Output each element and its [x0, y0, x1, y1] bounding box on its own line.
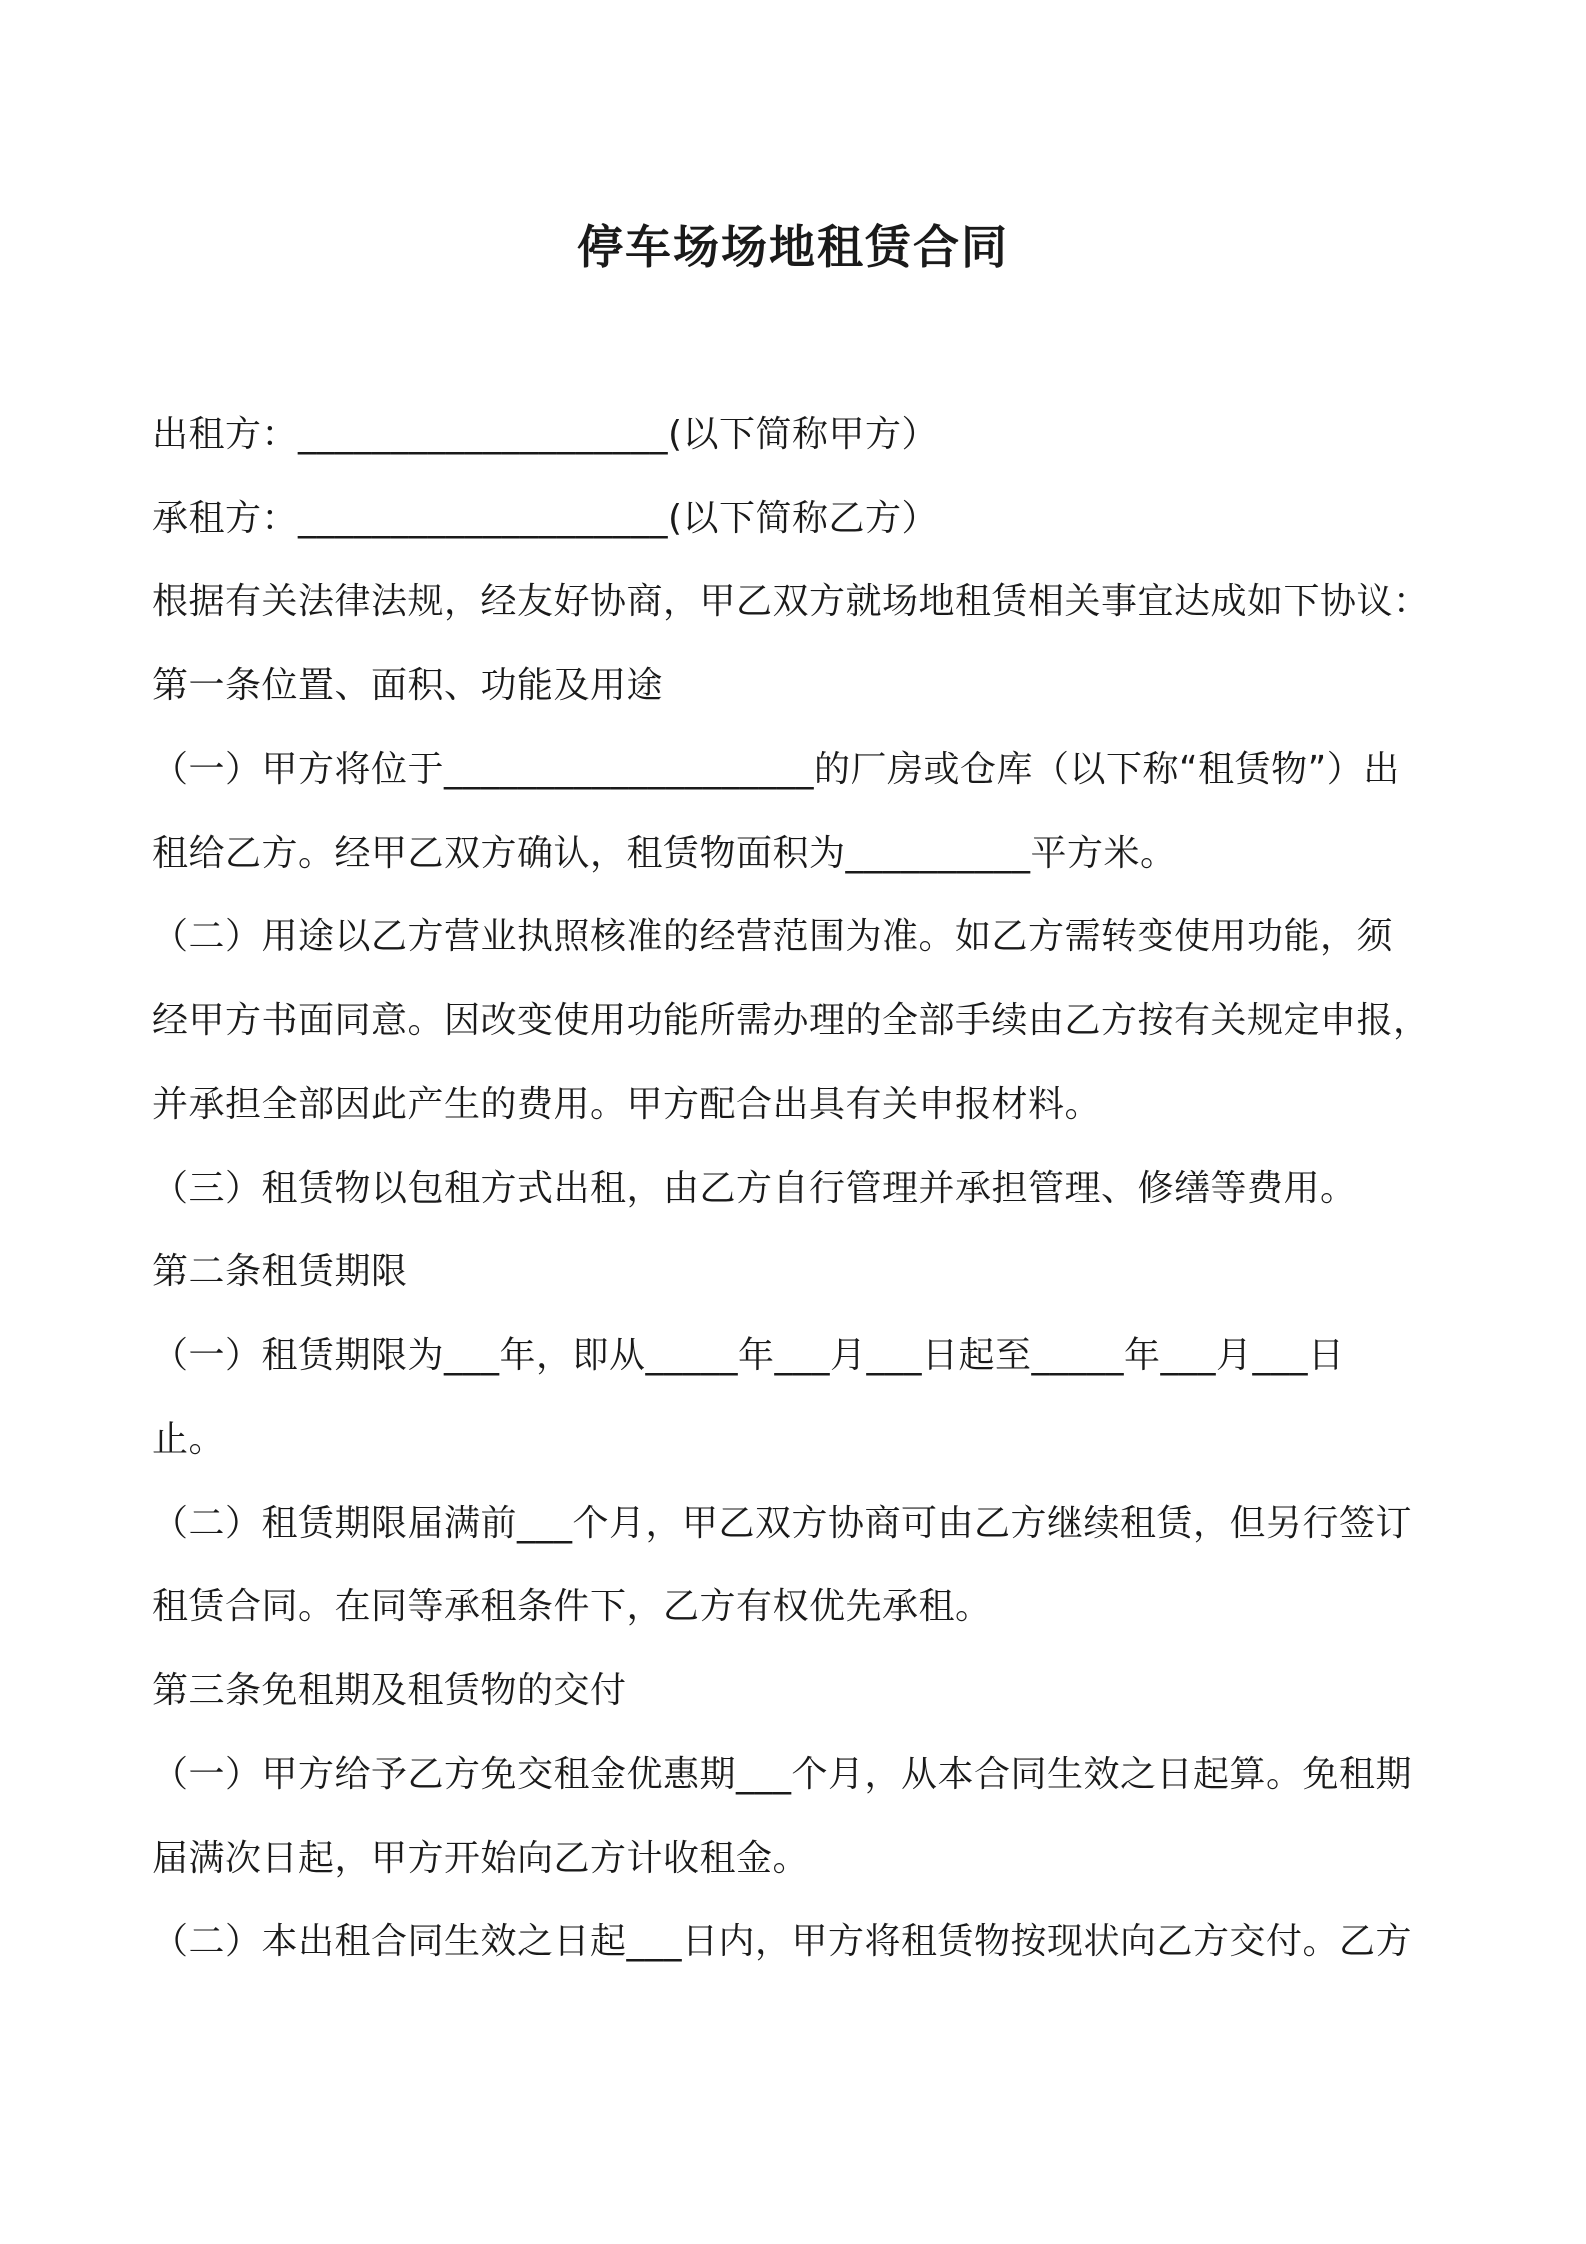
article-2-heading: 第二条租赁期限	[152, 1251, 408, 1292]
lessor-line: 出租方：____________________(以下简称甲方）	[152, 414, 939, 455]
paragraph-line: （二）用途以乙方营业执照核准的经营范围为准。如乙方需转变使用功能，须	[152, 916, 1394, 957]
paragraph-line: 并承担全部因此产生的费用。甲方配合出具有关申报材料。	[152, 1084, 1102, 1125]
paragraph-line: （二）本出租合同生效之日起___日内，甲方将租赁物按现状向乙方交付。乙方	[152, 1921, 1413, 1962]
article-3-heading: 第三条免租期及租赁物的交付	[152, 1670, 627, 1711]
paragraph-line: 止。	[152, 1419, 226, 1460]
paragraph-line: 租给乙方。经甲乙双方确认，租赁物面积为__________平方米。	[152, 833, 1177, 874]
paragraph-line: （一）甲方将位于____________________的厂房或仓库（以下称“租赁物”）出	[152, 749, 1400, 790]
paragraph-line: （一）租赁期限为___年，即从_____年___月___日起至_____年___月___日	[152, 1335, 1345, 1376]
document-title: 停车场场地租赁合同	[577, 220, 1009, 274]
paragraph-line: 租赁合同。在同等承租条件下，乙方有权优先承租。	[152, 1586, 992, 1627]
preamble-line: 根据有关法律法规，经友好协商，甲乙双方就场地租赁相关事宜达成如下协议：	[152, 581, 1430, 622]
paragraph-line: 届满次日起，甲方开始向乙方计收租金。	[152, 1838, 810, 1879]
paragraph-line: （二）租赁期限届满前___个月，甲乙双方协商可由乙方继续租赁，但另行签订	[152, 1503, 1413, 1544]
article-1-heading: 第一条位置、面积、功能及用途	[152, 665, 664, 706]
lessee-line: 承租方：____________________(以下简称乙方）	[152, 498, 939, 539]
paragraph-line: （三）租赁物以包租方式出租，由乙方自行管理并承担管理、修缮等费用。	[152, 1168, 1357, 1209]
paragraph-line: （一）甲方给予乙方免交租金优惠期___个月，从本合同生效之日起算。免租期	[152, 1754, 1413, 1795]
paragraph-line: 经甲方书面同意。因改变使用功能所需办理的全部手续由乙方按有关规定申报，	[152, 1000, 1430, 1041]
